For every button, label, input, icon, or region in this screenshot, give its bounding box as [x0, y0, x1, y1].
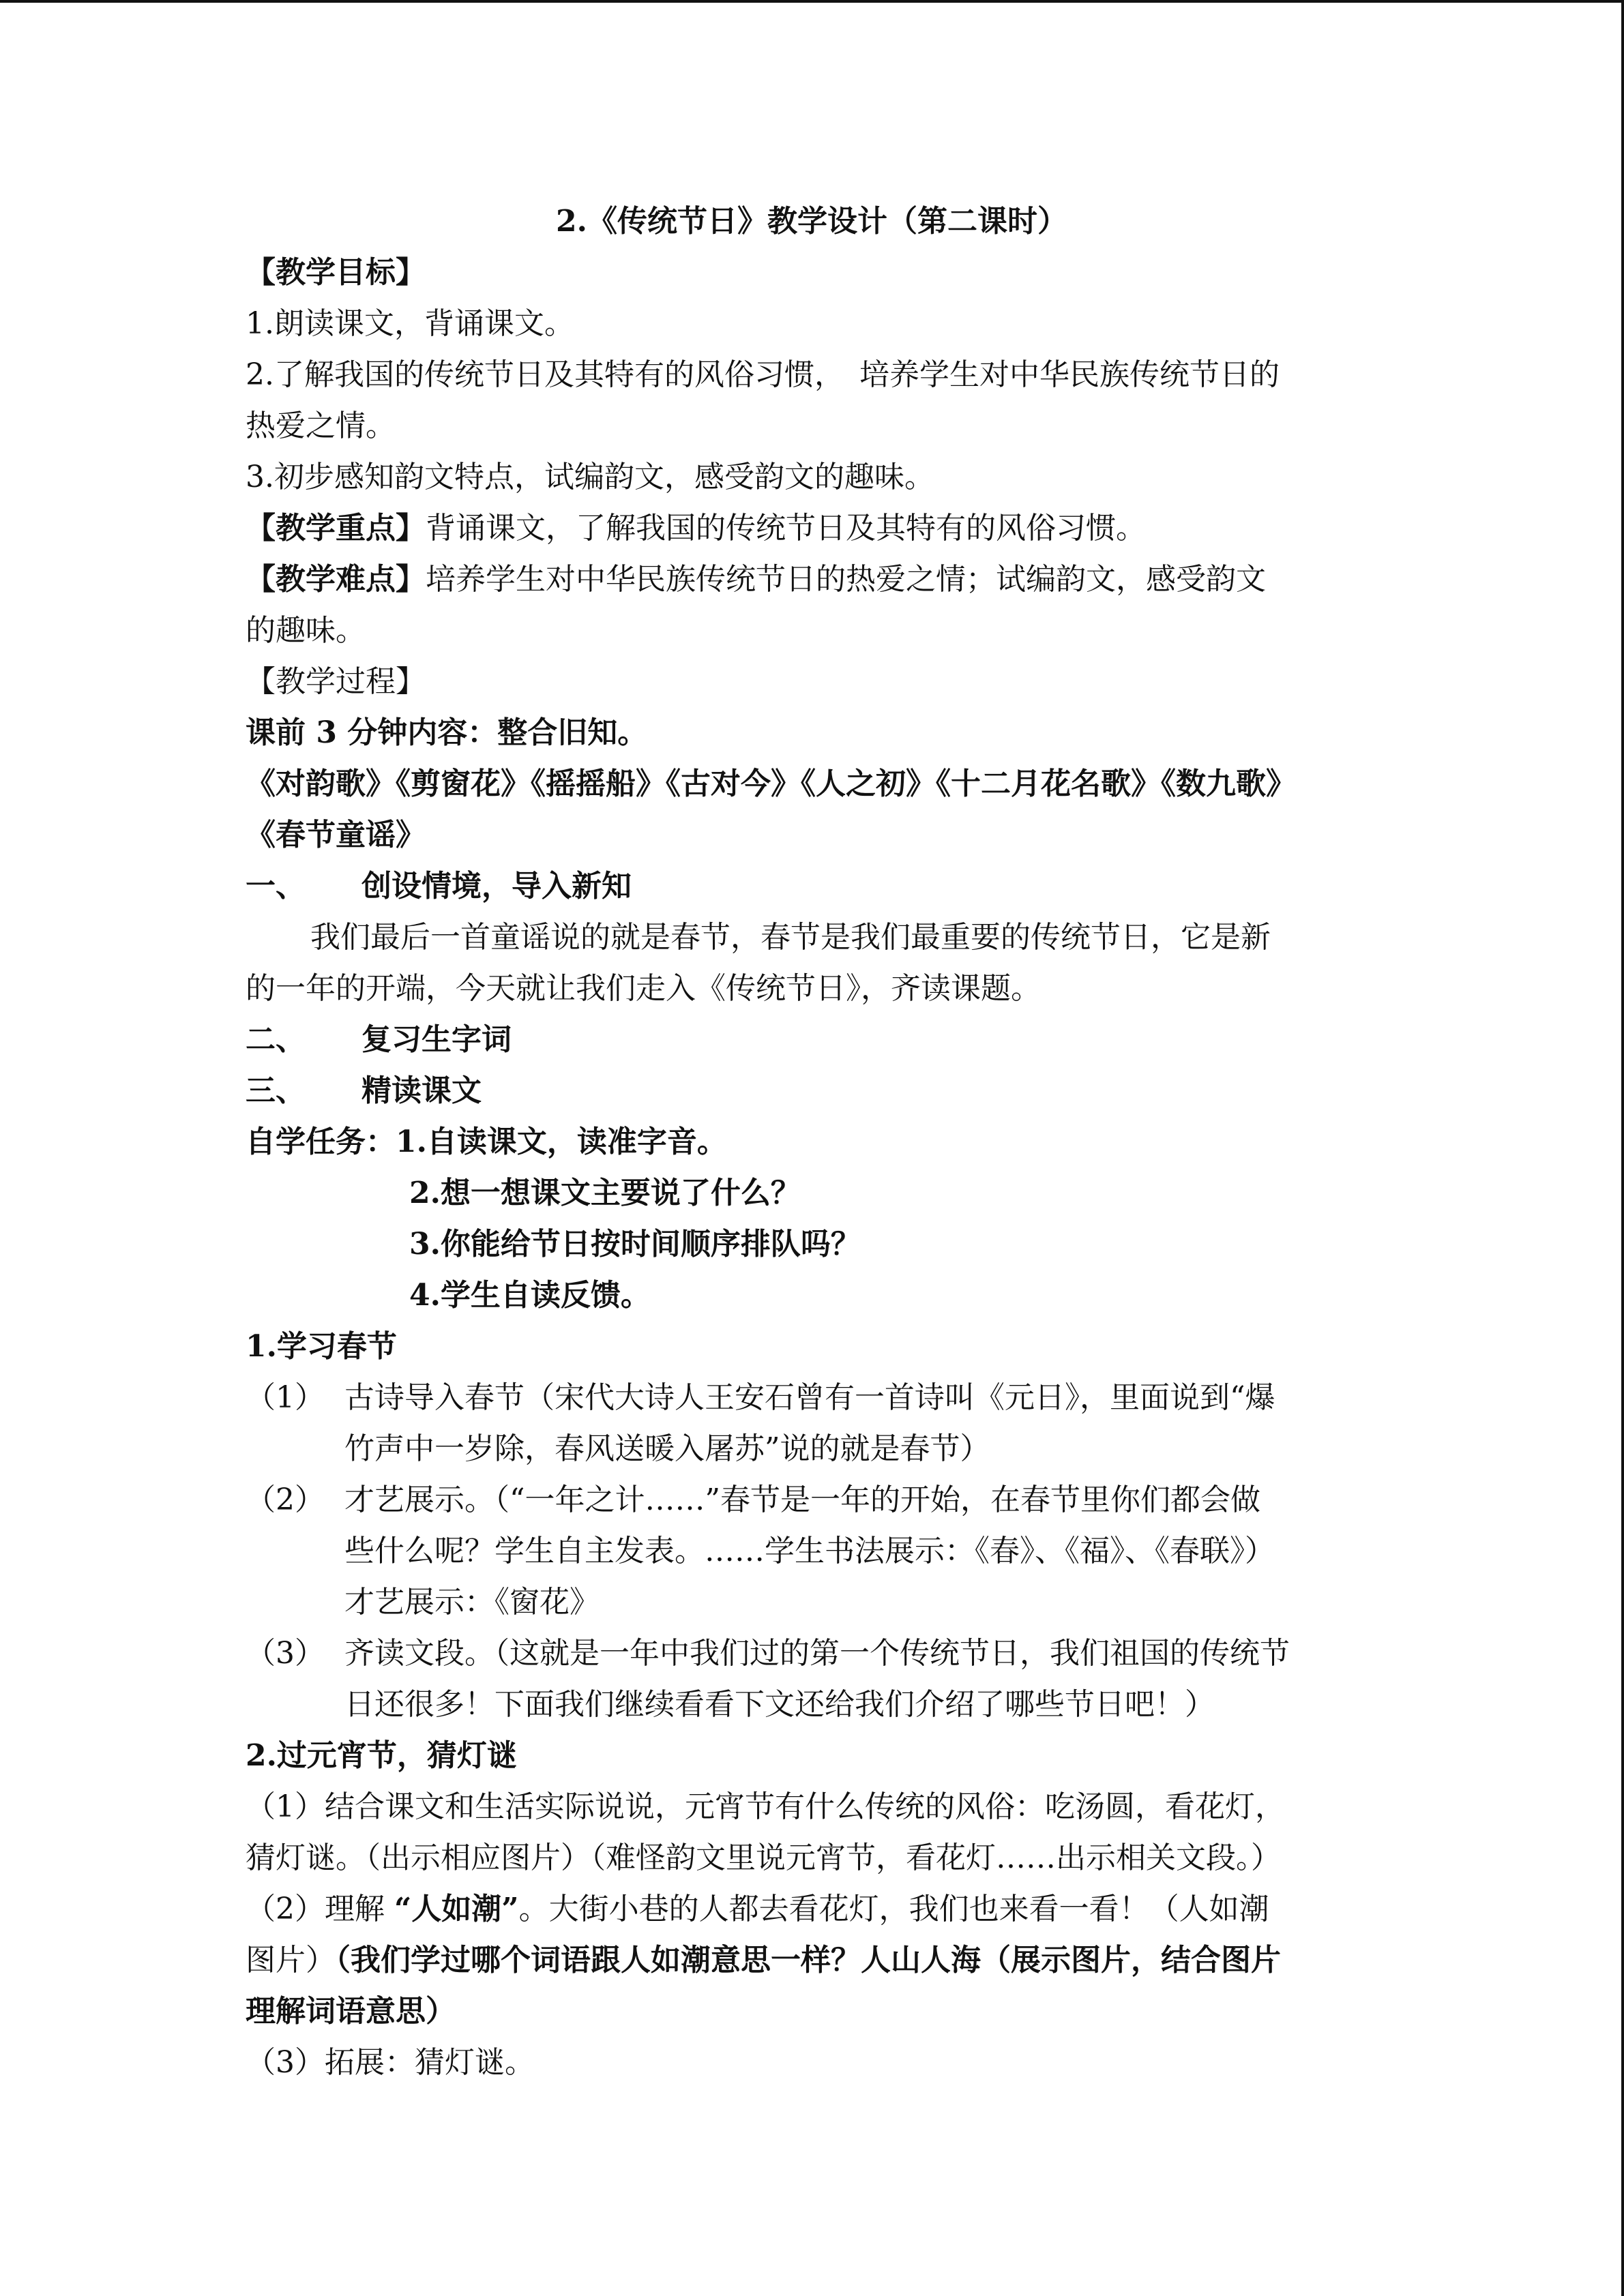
goal-1: 1.朗读课文，背诵课文。	[246, 306, 574, 341]
section-3-title: 精读课文	[361, 1073, 482, 1108]
preclass-line: 课前 3 分钟内容：整合旧知。	[246, 715, 648, 750]
section-3-number: 三、	[246, 1073, 306, 1108]
lantern-para-2-line-1	[246, 1889, 1269, 1930]
lantern-para-2-line-2	[246, 1940, 1281, 1981]
spring-item-3-line-1: 齐读文段。（这就是一年中我们过的第一个传统节日，我们祖国的传统节	[344, 1636, 1290, 1671]
goal-2-line-1: 2.了解我国的传统节日及其特有的风俗习惯， 培养学生对中华民族传统节日的	[246, 357, 1280, 392]
section-1-title: 创设情境，导入新知	[361, 869, 632, 904]
spring-item-1-line-1: 古诗导入春节（宋代大诗人王安石曾有一首诗叫《元日》，里面说到“爆	[344, 1380, 1275, 1415]
lantern-para-2-term: “人如潮”	[394, 1892, 519, 1926]
goals-heading: 【教学目标】	[246, 255, 426, 290]
lantern-para-2-image-note: 图片）	[246, 1943, 336, 1978]
section-1-para-line-1: 我们最后一首童谣说的就是春节，春节是我们最重要的传统节日，它是新	[310, 920, 1271, 955]
spring-item-1-number: （1）	[246, 1380, 325, 1415]
lantern-para-3: （3）拓展：猜灯谜。	[246, 2045, 535, 2080]
section-1-number: 一、	[246, 869, 306, 904]
difficulties-text-line-1: 培养学生对中华民族传统节日的热爱之情；试编韵文，感受韵文	[426, 562, 1266, 597]
spring-item-1	[246, 1377, 1378, 1418]
section-2-heading	[246, 1019, 512, 1060]
spring-item-2	[246, 1480, 1378, 1521]
section-2-number: 二、	[246, 1022, 306, 1057]
lantern-heading: 2.过元宵节，猜灯谜	[246, 1738, 517, 1773]
spring-item-2-line-2: 些什么呢？学生自主发表。……学生书法展示：《春》、《福》、《春联》）	[344, 1534, 1275, 1568]
spring-item-3-line-2: 日还很多！下面我们继续看看下文还给我们介绍了哪些节日吧！）	[344, 1687, 1215, 1722]
spring-item-1-line-2: 竹声中一岁除，春风送暖入屠苏”说的就是春节）	[344, 1431, 990, 1466]
self-study-task-4: 4.学生自读反馈。	[409, 1278, 651, 1313]
page-frame-right	[1621, 0, 1624, 2296]
difficulties	[246, 559, 1266, 600]
spring-item-2-line-3: 才艺展示：《窗花》	[344, 1585, 600, 1620]
preclass-songs-line-2: 《春节童谣》	[246, 818, 426, 852]
lantern-para-2-rest: 。大街小巷的人都去看花灯，我们也来看一看！（人如潮	[518, 1892, 1269, 1926]
lantern-para-1-line-1: （1）结合课文和生活实际说说，元宵节有什么传统的风俗：吃汤圆，看花灯，	[246, 1789, 1285, 1824]
lantern-para-2-prefix: （2）理解	[246, 1892, 394, 1926]
self-study-task-1-text: 1.自读课文，读准字音。	[396, 1124, 727, 1159]
section-1-para-line-2: 的一年的开端，今天就让我们走入《传统节日》，齐读课题。	[246, 971, 1041, 1006]
section-1-heading	[246, 866, 632, 907]
process-heading: 【教学过程】	[246, 664, 426, 699]
lantern-para-2-question: （我们学过哪个词语跟人如潮意思一样？人山人海（展示图片，结合图片	[336, 1943, 1281, 1978]
goal-2-line-2: 热爱之情。	[246, 408, 396, 443]
section-3-heading	[246, 1071, 482, 1112]
preclass-songs-line-1: 《对韵歌》《剪窗花》《摇摇船》《古对今》《人之初》《十二月花名歌》《数九歌》	[246, 766, 1296, 801]
self-study-task-1	[246, 1122, 727, 1163]
key-points	[246, 508, 1146, 549]
self-study-task-3: 3.你能给节日按时间顺序排队吗？	[409, 1227, 861, 1262]
section-2-title: 复习生字词	[361, 1022, 512, 1057]
difficulties-label: 【教学难点】	[246, 562, 426, 597]
difficulties-text-line-2: 的趣味。	[246, 613, 366, 648]
lantern-para-1-line-2: 猜灯谜。（出示相应图片）（难怪韵文里说元宵节，看花灯……出示相关文段。）	[246, 1840, 1281, 1875]
page-frame-top	[0, 0, 1624, 3]
self-study-label: 自学任务：	[246, 1124, 396, 1159]
goal-3: 3.初步感知韵文特点，试编韵文，感受韵文的趣味。	[246, 460, 934, 494]
spring-heading: 1.学习春节	[246, 1329, 397, 1364]
spring-item-3-number: （3）	[246, 1636, 325, 1671]
key-points-text: 背诵课文，了解我国的传统节日及其特有的风俗习惯。	[426, 511, 1146, 546]
document-title: 2.《传统节日》教学设计（第二课时）	[556, 204, 1067, 239]
key-points-label: 【教学重点】	[246, 511, 426, 546]
lantern-para-2-line-3: 理解词语意思）	[246, 1994, 456, 2029]
self-study-task-2: 2.想一想课文主要说了什么？	[409, 1176, 801, 1210]
spring-item-3	[246, 1633, 1378, 1674]
spring-item-2-number: （2）	[246, 1482, 325, 1517]
spring-item-2-line-1: 才艺展示。（“一年之计……”春节是一年的开始，在春节里你们都会做	[344, 1482, 1260, 1517]
